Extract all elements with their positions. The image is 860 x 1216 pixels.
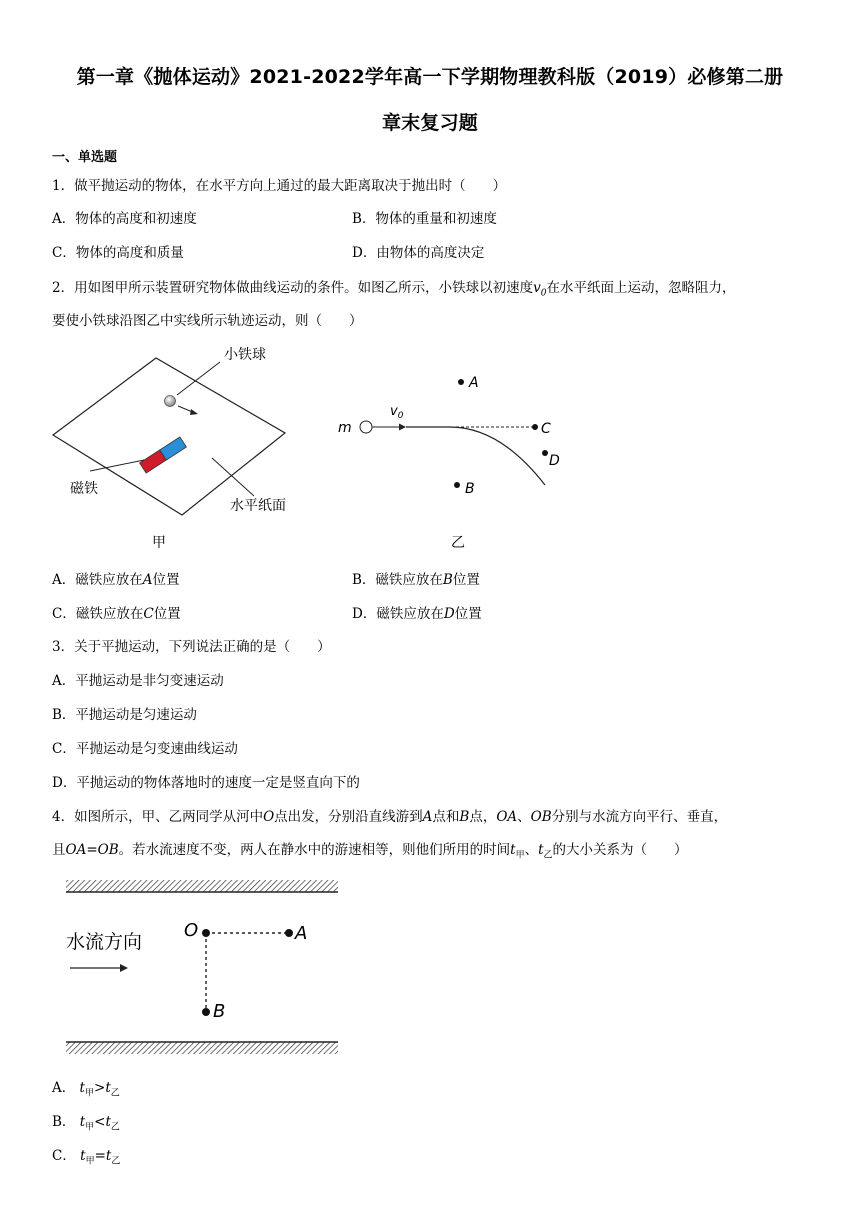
section-heading: 一、单选题 [52,150,118,165]
label-v0: $v_0$ [390,404,404,421]
q4-stem-line-1: 4．如图所示，甲、乙两同学从河中O点出发，分别沿直线游到A点和B点，OA、OB分别与水流方向平行、垂直， [52,809,728,825]
q4-option-b: B． $t_甲<t_乙$ [52,1114,120,1133]
label-point-a: A [469,375,479,391]
q1-stem: 1．做平抛运动的物体，在水平方向上通过的最大距离取决于抛出时（ ） [52,178,507,194]
q2-option-c: C．磁铁应放在C位置 [52,606,181,622]
point-d [542,450,548,456]
label-horizontal-paper: 水平纸面 [230,498,286,514]
q3-option-b: B．平抛运动是匀速运动 [52,707,197,723]
q2-stem-text-a: 2．用如图甲所示装置研究物体做曲线运动的条件。如图乙所示，小铁球以初速度 [52,280,534,296]
label-point-c: C [541,421,551,437]
label-magnet: 磁铁 [70,481,98,497]
point-c [532,424,538,430]
q1-option-b: B．物体的重量和初速度 [352,211,497,227]
iron-ball [165,396,176,407]
label-a: A [295,923,308,944]
q3-option-c: C．平抛运动是匀变速曲线运动 [52,741,238,757]
label-point-d: D [549,453,560,469]
caption-jia: 甲 [152,535,166,551]
q4-option-a: A． $t_甲>t_乙$ [52,1080,120,1099]
q2-figure-jia [40,340,310,560]
magnet [140,437,187,473]
point-o [202,929,210,937]
magnet-label-leader [90,460,144,471]
label-mass-m: m [338,420,352,436]
river-bank-top [66,880,338,892]
q1-option-c: C．物体的高度和质量 [52,245,184,261]
ball-m [360,421,372,433]
q4-river-figure [60,876,350,1061]
q4-stem-line-2: 且OA=OB。若水流速度不变，两人在静水中的游速相等，则他们所用的时间$t_甲$、$t_乙$的大小关系为（ ） [52,842,688,861]
label-water-flow-direction: 水流方向 [66,931,143,953]
q2-stem-line-1 [52,276,735,299]
ball-motion-arrowhead [190,409,198,415]
point-b [202,1008,210,1016]
label-iron-ball: 小铁球 [224,347,266,363]
river-bank-bottom [66,1042,338,1054]
title-line-2: 章末复习题 [381,112,478,134]
q3-option-d: D．平抛运动的物体落地时的速度一定是竖直向下的 [52,775,360,791]
label-o: O [184,920,199,941]
q2-stem-line-2: 要使小铁球沿图乙中实线所示轨迹运动，则（ ） [52,313,363,329]
label-b: B [213,1001,226,1022]
v0-arrowhead [399,424,406,431]
label-point-b: B [465,481,475,497]
q2-stem-text-b: 在水平纸面上运动，忽略阻力， [546,280,736,296]
flow-arrowhead [120,964,128,972]
q1-option-d: D．由物体的高度决定 [352,245,485,261]
q2-v-symbol: v [533,280,541,296]
paper-label-leader [212,458,254,496]
q2-figure-yi [330,355,580,555]
q2-v-sub: 0 [540,288,547,299]
curved-trajectory [406,427,545,485]
q2-option-d: D．磁铁应放在D位置 [352,606,482,622]
q2-option-a: A．磁铁应放在A位置 [52,572,180,588]
point-b [454,482,460,488]
q4-option-c: C． $t_甲=t_乙$ [52,1148,121,1167]
ball-label-leader [177,362,220,395]
point-a [458,379,464,385]
q3-stem: 3．关于平抛运动，下列说法正确的是（ ） [52,639,331,655]
title-line-1: 第一章《抛体运动》2021-2022学年高一下学期物理教科版（2019）必修第二册 [76,66,784,88]
q3-option-a: A．平抛运动是非匀变速运动 [52,673,224,689]
q2-option-b: B．磁铁应放在B位置 [352,572,480,588]
point-a [285,929,293,937]
caption-yi: 乙 [451,535,465,551]
q1-option-a: A．物体的高度和初速度 [52,211,197,227]
